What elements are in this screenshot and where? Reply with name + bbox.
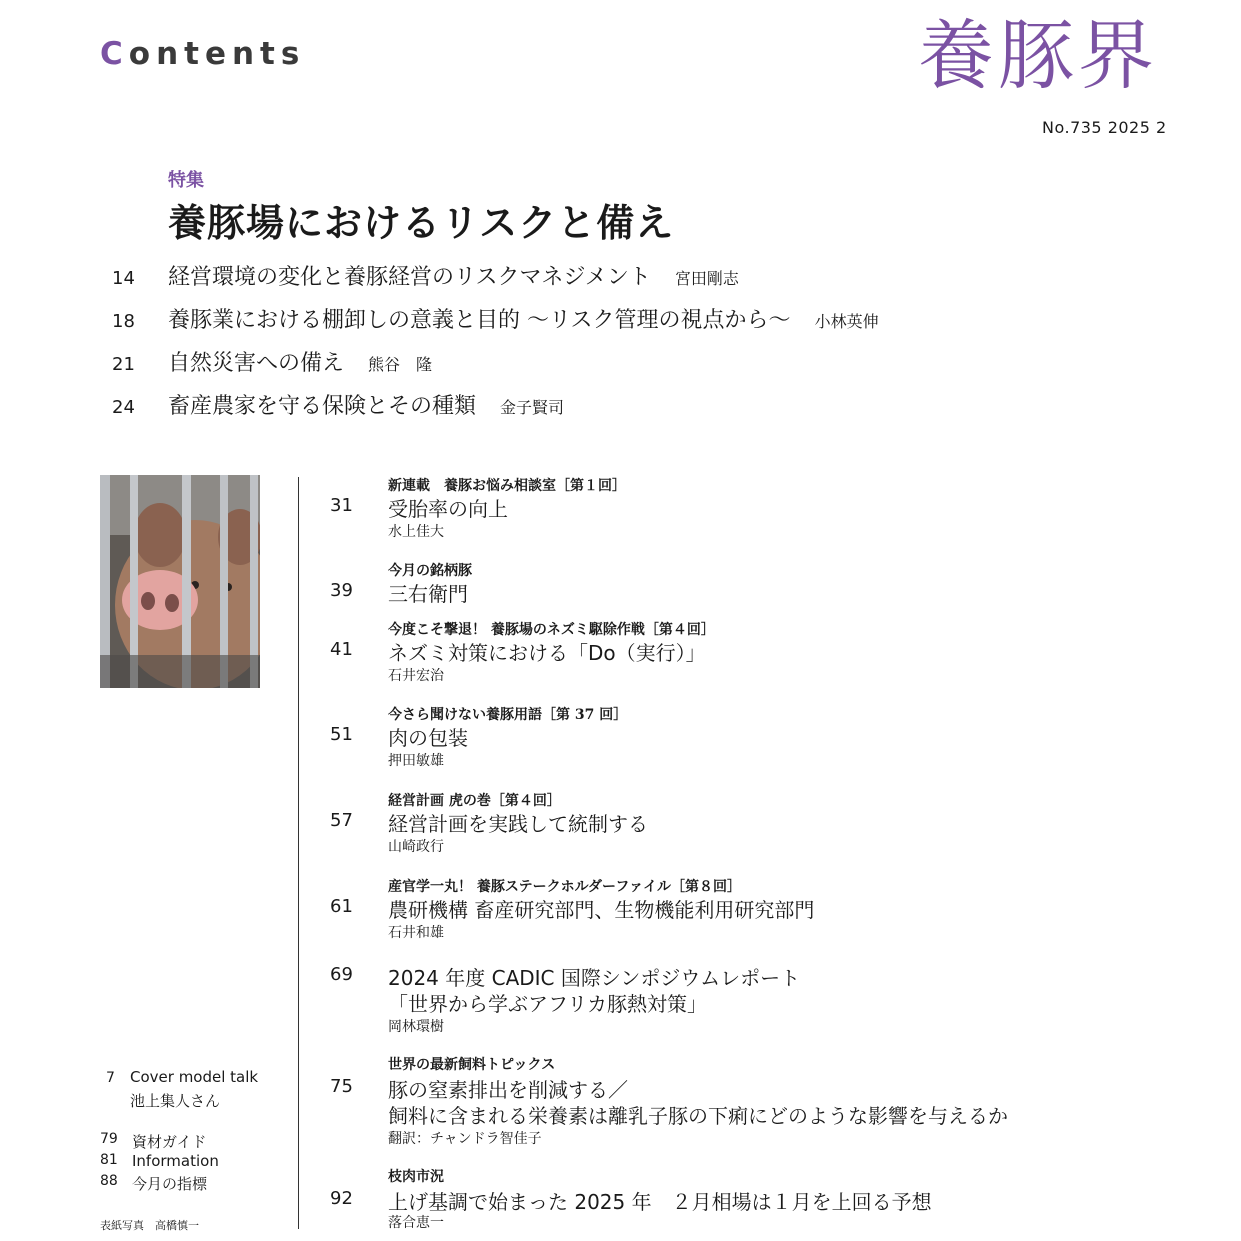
page-number: 69	[330, 964, 353, 985]
article-author: 熊谷 隆	[368, 355, 433, 374]
feature-label: 特集	[168, 170, 204, 191]
page-number: 41	[330, 639, 353, 660]
entry-title: 上げ基調で始まった 2025 年 ２月相場は１月を上回る予想	[388, 1190, 932, 1214]
page-number: 92	[330, 1188, 353, 1209]
contents-rest: ontents	[128, 36, 306, 72]
cover-talk-name: 池上集人さん	[130, 1092, 221, 1110]
photo-credit: 表紙写真 高橋慎一	[100, 1219, 199, 1232]
entry-author: 押田敏雄	[388, 753, 444, 769]
side-item-label: 今月の指標	[132, 1175, 208, 1193]
page-number: 75	[330, 1076, 353, 1097]
page-number: 18	[112, 311, 135, 332]
entry-subtitle: 飼料に含まれる栄養素は離乳子豚の下痢にどのような影響を与えるか	[388, 1104, 1008, 1128]
entry-title: 豚の窒素排出を削減する／	[388, 1078, 628, 1102]
page-number: 61	[330, 896, 353, 917]
entry-title: 受胎率の向上	[388, 497, 508, 521]
cover-talk-title[interactable]: Cover model talk	[130, 1068, 259, 1086]
series-label: 経営計画 虎の巻［第４回］	[388, 793, 561, 809]
page-number: 57	[330, 810, 353, 831]
series-label: 世界の最新飼料トピックス	[388, 1057, 556, 1073]
page-number: 79	[100, 1131, 118, 1147]
entry-author: 落合恵一	[388, 1215, 444, 1231]
entry-title: 経営計画を実践して統制する	[388, 812, 648, 836]
entry-title: ネズミ対策における「Do（実行）」	[388, 641, 706, 665]
article-author: 宮田剛志	[674, 269, 739, 288]
entry-title: 農研機構 畜産研究部門、生物機能利用研究部門	[388, 898, 815, 922]
feature-article[interactable]	[112, 346, 432, 382]
entry-author: 翻訳：チャンドラ智佳子	[388, 1131, 542, 1147]
article-title: 畜産農家を守る保険とその種類	[168, 394, 477, 419]
entry-author: 水上佳大	[388, 524, 444, 540]
page-number: 14	[112, 268, 135, 289]
article-title: 養豚業における棚卸しの意義と目的 〜リスク管理の視点から〜	[168, 308, 791, 333]
page-number: 51	[330, 724, 353, 745]
feature-article[interactable]	[112, 260, 739, 296]
magazine-title: 養豚界	[918, 11, 1158, 100]
series-label: 枝肉市況	[388, 1169, 444, 1185]
page-number: 39	[330, 580, 353, 601]
page-number: 31	[330, 495, 353, 516]
article-title: 経営環境の変化と養豚経営のリスクマネジメント	[168, 265, 651, 290]
series-label: 産官学一丸！ 養豚ステークホルダーファイル［第８回］	[388, 879, 742, 895]
side-item-label: 資材ガイド	[132, 1133, 207, 1151]
entry-title: 肉の包装	[388, 726, 468, 750]
entry-title: 三右衛門	[388, 582, 468, 606]
side-item[interactable]	[100, 1152, 219, 1170]
feature-article[interactable]	[112, 303, 879, 339]
article-author: 小林英伸	[814, 312, 879, 331]
feature-article[interactable]	[112, 389, 564, 425]
page-number: 24	[112, 397, 135, 418]
series-label: 今月の銘柄豚	[388, 563, 472, 579]
entry-title: 2024 年度 CADIC 国際シンポジウムレポート	[388, 966, 801, 990]
page-number: 21	[112, 354, 135, 375]
feature-title: 養豚場におけるリスクと備え	[168, 201, 675, 245]
side-item[interactable]	[100, 1173, 207, 1194]
column-divider	[298, 477, 299, 1229]
series-label: 今さら聞けない養豚用語［第 37 回］	[388, 707, 628, 723]
page-number: 81	[100, 1152, 118, 1168]
series-label: 今度こそ撃退！ 養豚場のネズミ駆除作戦［第４回］	[388, 622, 715, 638]
series-label: 新連載 養豚お悩み相談室［第１回］	[388, 478, 626, 494]
cover-talk-page: 7	[106, 1070, 115, 1086]
contents-heading	[100, 36, 305, 72]
entry-author: 石井和雄	[388, 925, 444, 941]
entry-author: 山崎政行	[388, 839, 444, 855]
entry-author: 岡林環樹	[388, 1019, 444, 1035]
issue-number: No.735 2025 2	[1042, 118, 1167, 137]
article-title: 自然災害への備え	[168, 351, 345, 376]
entry-subtitle: 「世界から学ぶアフリカ豚熱対策」	[388, 992, 707, 1016]
page-number: 88	[100, 1173, 118, 1189]
cover-photo	[100, 475, 260, 688]
side-item-label: Information	[132, 1152, 219, 1170]
side-item[interactable]	[100, 1131, 207, 1152]
article-author: 金子賢司	[500, 398, 565, 417]
contents-initial: C	[100, 36, 129, 72]
entry-author: 石井宏治	[388, 668, 444, 684]
